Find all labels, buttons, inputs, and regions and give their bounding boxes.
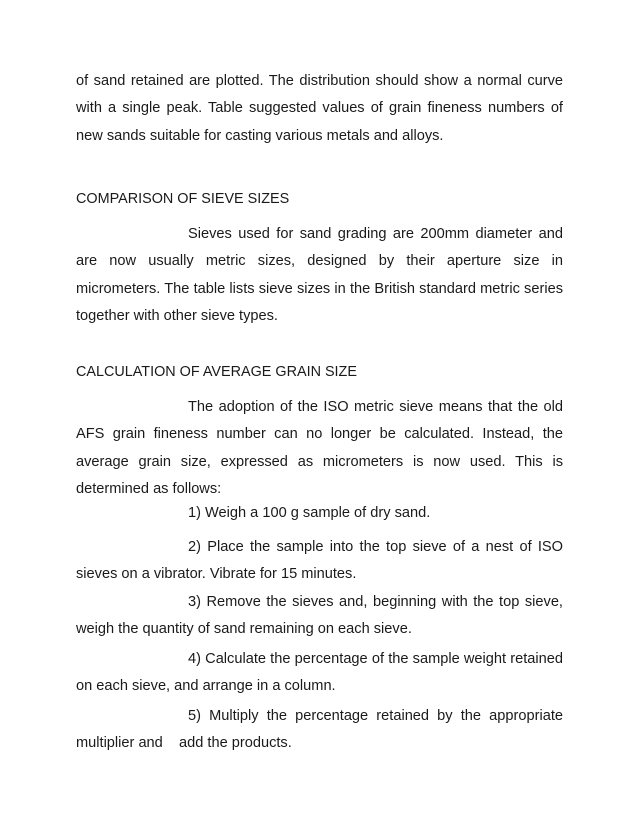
- step-item: 3) Remove the sieves and, beginning with the top sieve, weigh the quantity of sand remaining on each sieve.: [76, 594, 563, 638]
- sieve-sizes-paragraph: Sieves used for sand grading are 200mm diameter and are now usually metric sizes, designed by their aperture size in micrometers. The table lists sieve sizes in the British standard metric series together with other sieve types.: [76, 226, 563, 325]
- section-heading-grain-size: CALCULATION OF AVERAGE GRAIN SIZE: [76, 364, 357, 380]
- grain-size-paragraph: The adoption of the ISO metric sieve means that the old AFS grain fineness number can no longer be calculated. Instead, the average grain size, expressed as micrometers is now used. This is determined as follows:: [76, 399, 563, 498]
- step-item: 5) Multiply the percentage retained by the appropriate multiplier and add the products.: [76, 708, 568, 752]
- intro-paragraph: of sand retained are plotted. The distribution should show a normal curve with a single peak. Table suggested values of grain fineness numbers of new sands suitable for casting various metals and alloys.: [76, 73, 563, 144]
- section-heading-sieve-sizes: COMPARISON OF SIEVE SIZES: [76, 191, 290, 207]
- step-item: 2) Place the sample into the top sieve of a nest of ISO sieves on a vibrator. Vibrate for 15 minutes.: [76, 539, 563, 583]
- step-item: 4) Calculate the percentage of the sample weight retained on each sieve, and arrange in a column.: [76, 651, 563, 695]
- step-item: 1) Weigh a 100 g sample of dry sand.: [188, 505, 431, 521]
